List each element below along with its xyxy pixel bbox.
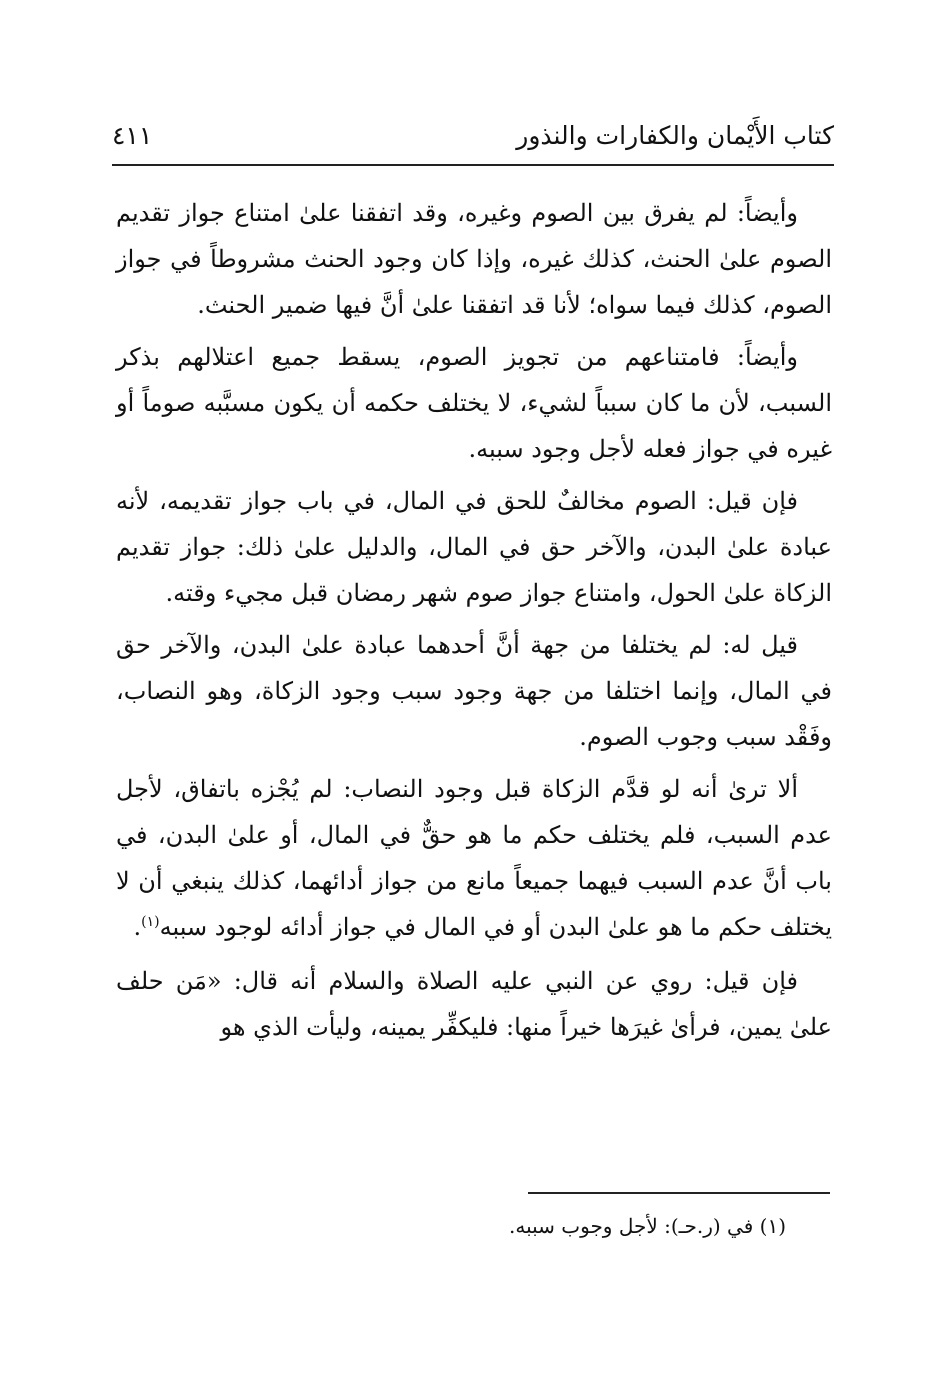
paragraph-5-text: ألا ترىٰ أنه لو قدَّم الزكاة قبل وجود النصاب: لم يُجْزه باتفاق، لأجل عدم السبب، فلم يختلف حكم ما هو حقٌّ في المال، أو علىٰ البدن، في باب أنَّ عدم السبب فيهما جميعاً مانع من جواز أدائهما، كذلك ينبغي أن لا يختلف حكم ما هو علىٰ البدن أو في المال في جواز أدائه لوجود سببه — [116, 775, 832, 941]
page-number: ٤١١ — [112, 121, 153, 150]
footnote-reference: (١) — [141, 914, 160, 930]
paragraph-3: فإن قيل: الصوم مخالفٌ للحق في المال، في باب جواز تقديمه، لأنه عبادة علىٰ البدن، والآخر حق في المال، والدليل علىٰ ذلك: جواز تقديم الزكاة علىٰ الحول، وامتناع جواز صوم شهر رمضان قبل مجيء وقته. — [116, 487, 832, 607]
paragraph-1: وأيضاً: لم يفرق بين الصوم وغيره، وقد اتفقنا علىٰ امتناع جواز تقديم الصوم علىٰ الحنث، كذلك غيره، وإذا كان وجود الحنث مشروطاً في جواز الصوم، كذلك فيما سواه؛ لأنا قد اتفقنا علىٰ أنَّ فيها ضمير الحنث. — [116, 199, 832, 319]
running-title: كتاب الأَيْمان والكفارات والنذور — [516, 121, 834, 150]
footnote-divider — [528, 1192, 830, 1194]
paragraph-4: قيل له: لم يختلفا من جهة أنَّ أحدهما عبادة علىٰ البدن، والآخر حق في المال، وإنما اختلفا من جهة وجود سبب وجود الزكاة، وهو النصاب، وفَقْد سبب وجوب الصوم. — [116, 631, 832, 751]
paragraph-5-end: . — [133, 913, 142, 941]
paragraph-6: فإن قيل: روي عن النبي عليه الصلاة والسلام أنه قال: «مَن حلف علىٰ يمين، فرأىٰ غيرَها خيراً منها: فليكفِّر يمينه، وليأت الذي هو — [116, 967, 832, 1041]
paragraph-5 — [116, 766, 832, 950]
body-text — [116, 190, 832, 1056]
header-divider — [112, 164, 834, 166]
footnote-1: (١) في (ر.حـ): لأجل وجوب سببه. — [509, 1214, 786, 1238]
paragraph-2: وأيضاً: فامتناعهم من تجويز الصوم، يسقط جميع اعتلالهم بذكر السبب، لأن ما كان سبباً لشيء، لا يختلف حكمه أن يكون مسبَّبه صوماً أو غيره في جواز فعله لأجل وجود سببه. — [116, 343, 833, 463]
page-header — [112, 118, 834, 162]
